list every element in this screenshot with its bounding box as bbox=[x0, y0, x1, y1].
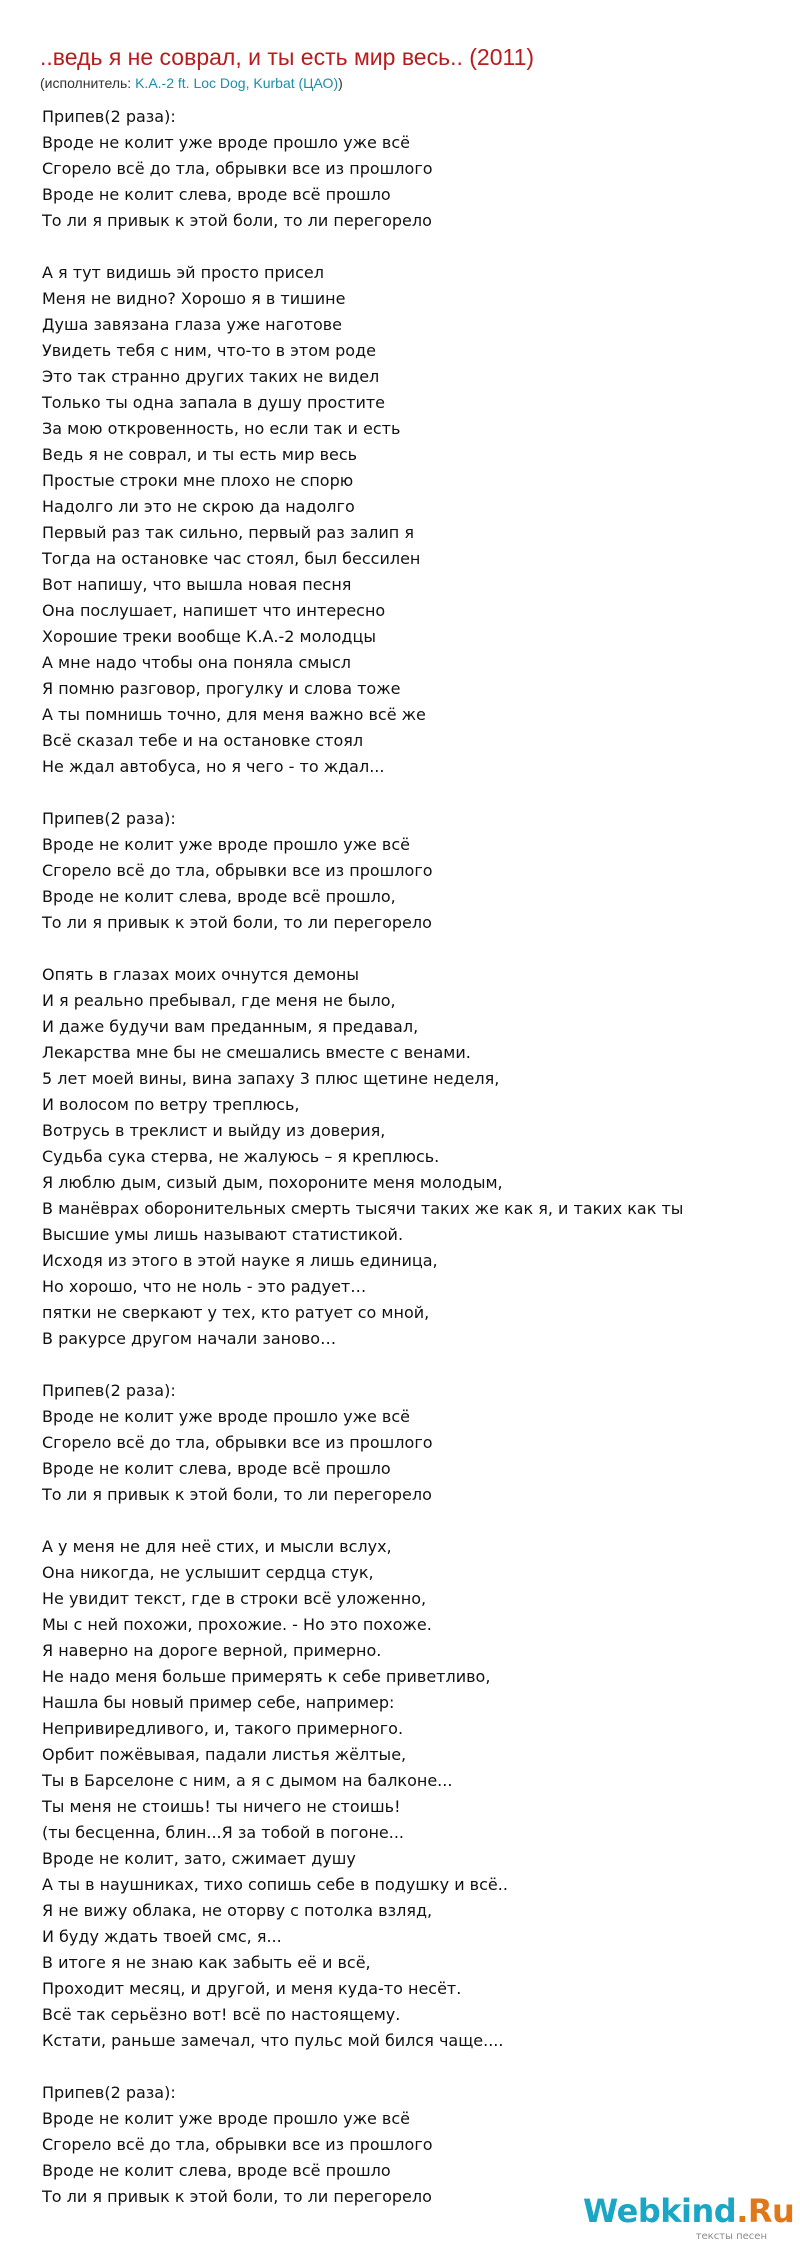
artist-prefix: (исполнитель: bbox=[40, 75, 136, 91]
lyrics-body bbox=[42, 104, 787, 2236]
lyric-line: Вроде не колит уже вроде прошло уже всё bbox=[42, 1407, 410, 1426]
lyrics-stanza bbox=[42, 104, 787, 234]
lyric-line: Сгорело всё до тла, обрывки все из прошлого bbox=[42, 1433, 433, 1452]
logo-tagline: тексты песен bbox=[695, 2231, 767, 2242]
lyrics-stanza bbox=[42, 2080, 787, 2210]
lyric-line: Ты меня не стоишь! ты ничего не стоишь! bbox=[42, 1797, 401, 1816]
lyric-line: Увидеть тебя с ним, что-то в этом роде bbox=[42, 341, 376, 360]
lyric-line: В ракурсе другом начали заново… bbox=[42, 1329, 337, 1348]
lyrics-stanza bbox=[42, 1378, 787, 1508]
lyric-line: То ли я привык к этой боли, то ли перегорело bbox=[42, 1485, 432, 1504]
lyric-line: А у меня не для неё стих, и мысли вслух, bbox=[42, 1537, 392, 1556]
lyric-line: Не увидит текст, где в строки всё уложенно, bbox=[42, 1589, 427, 1608]
lyric-line: Припев(2 раза): bbox=[42, 107, 176, 126]
lyric-line: Надолго ли это не скрою да надолго bbox=[42, 497, 355, 516]
webkind-logo[interactable] bbox=[583, 2192, 795, 2248]
lyric-line: То ли я привык к этой боли, то ли перегорело bbox=[42, 211, 432, 230]
lyric-line: А я тут видишь эй просто присел bbox=[42, 263, 324, 282]
lyric-line: Проходит месяц, и другой, и меня куда-то несёт. bbox=[42, 1979, 462, 1998]
lyric-line: В итоге я не знаю как забыть её и всё, bbox=[42, 1953, 371, 1972]
lyric-line: Она послушает, напишет что интересно bbox=[42, 601, 386, 620]
lyric-line: Сгорело всё до тла, обрывки все из прошлого bbox=[42, 861, 433, 880]
lyric-line: Орбит пожёвывая, падали листья жёлтые, bbox=[42, 1745, 407, 1764]
lyric-line: Вроде не колит, зато, сжимает душу bbox=[42, 1849, 356, 1868]
lyric-line: И я реально пребывал, где меня не было, bbox=[42, 991, 396, 1010]
lyric-line: Я наверно на дороге верной, примерно. bbox=[42, 1641, 382, 1660]
lyric-line: Тогда на остановке час стоял, был бессилен bbox=[42, 549, 421, 568]
lyric-line: Вроде не колит слева, вроде всё прошло bbox=[42, 2161, 391, 2180]
lyric-line: И волосом по ветру треплюсь, bbox=[42, 1095, 300, 1114]
lyric-line: Припев(2 раза): bbox=[42, 809, 176, 828]
lyric-line: Кстати, раньше замечал, что пульс мой бился чаще.... bbox=[42, 2031, 504, 2050]
lyric-line: Мы с ней похожи, прохожие. - Но это похоже. bbox=[42, 1615, 432, 1634]
lyric-line: Сгорело всё до тла, обрывки все из прошлого bbox=[42, 2135, 433, 2154]
lyric-line: Непривиредливого, и, такого примерного. bbox=[42, 1719, 404, 1738]
lyric-line: Я помню разговор, прогулку и слова тоже bbox=[42, 679, 401, 698]
lyric-line: В манёврах оборонительных смерть тысячи таких же как я, и таких как ты bbox=[42, 1199, 684, 1218]
lyric-line: И буду ждать твоей смс, я... bbox=[42, 1927, 282, 1946]
lyric-line: А ты в наушниках, тихо сопишь себе в подушку и всё.. bbox=[42, 1875, 508, 1894]
lyric-line: Не ждал автобуса, но я чего - то ждал... bbox=[42, 757, 385, 776]
lyric-line: Судьба сука стерва, не жалуюсь – я креплюсь. bbox=[42, 1147, 440, 1166]
lyric-line: Всё так серьёзно вот! всё по настоящему. bbox=[42, 2005, 401, 2024]
lyric-line: Душа завязана глаза уже наготове bbox=[42, 315, 343, 334]
lyric-line: Меня не видно? Хорошо я в тишине bbox=[42, 289, 346, 308]
lyric-line: А ты помнишь точно, для меня важно всё же bbox=[42, 705, 426, 724]
lyric-line: Ты в Барселоне с ним, а я с дымом на балконе... bbox=[42, 1771, 453, 1790]
lyric-line: Вроде не колит уже вроде прошло уже всё bbox=[42, 2109, 410, 2128]
lyric-line: Вроде не колит слева, вроде всё прошло, bbox=[42, 887, 396, 906]
lyric-line: Вроде не колит уже вроде прошло уже всё bbox=[42, 133, 410, 152]
lyric-line: Вроде не колит уже вроде прошло уже всё bbox=[42, 835, 410, 854]
lyric-line: 5 лет моей вины, вина запаху 3 плюс щетине неделя, bbox=[42, 1069, 500, 1088]
logo-wordmark bbox=[583, 2192, 794, 2230]
artist-suffix: ) bbox=[338, 75, 343, 91]
lyric-line: Исходя из этого в этой науке я лишь единица, bbox=[42, 1251, 438, 1270]
lyric-line: А мне надо чтобы она поняла смысл bbox=[42, 653, 351, 672]
lyric-line: Я люблю дым, сизый дым, похороните меня молодым, bbox=[42, 1173, 503, 1192]
lyrics-stanza bbox=[42, 806, 787, 936]
lyric-line: Нашла бы новый пример себе, например: bbox=[42, 1693, 395, 1712]
lyric-line: Ведь я не соврал, и ты есть мир весь bbox=[42, 445, 358, 464]
lyric-line: Всё сказал тебе и на остановке стоял bbox=[42, 731, 364, 750]
lyrics-stanza bbox=[42, 260, 787, 780]
lyric-line: То ли я привык к этой боли, то ли перегорело bbox=[42, 913, 432, 932]
lyric-line: Высшие умы лишь называют статистикой. bbox=[42, 1225, 404, 1244]
lyric-line: Первый раз так сильно, первый раз залип я bbox=[42, 523, 414, 542]
logo-brand: Webkind bbox=[583, 2192, 737, 2230]
artist-line bbox=[40, 75, 343, 91]
lyric-line: Припев(2 раза): bbox=[42, 2083, 176, 2102]
lyric-line: Не надо меня больше примерять к себе приветливо, bbox=[42, 1667, 491, 1686]
lyric-line: То ли я привык к этой боли, то ли перегорело bbox=[42, 2187, 432, 2206]
lyric-line: Вот напишу, что вышла новая песня bbox=[42, 575, 352, 594]
lyric-line: Сгорело всё до тла, обрывки все из прошлого bbox=[42, 159, 433, 178]
lyric-line: Опять в глазах моих очнутся демоны bbox=[42, 965, 360, 984]
logo-tld: .Ru bbox=[736, 2192, 795, 2230]
song-title: ..ведь я не соврал, и ты есть мир весь.. (2011) bbox=[40, 44, 535, 70]
lyrics-stanza bbox=[42, 962, 787, 1352]
lyric-line: Она никогда, не услышит сердца стук, bbox=[42, 1563, 374, 1582]
lyric-line: пятки не сверкают у тех, кто ратует со мной, bbox=[42, 1303, 430, 1322]
lyric-line: Я не вижу облака, не оторву с потолка взляд, bbox=[42, 1901, 433, 1920]
lyric-line: Только ты одна запала в душу простите bbox=[42, 393, 386, 412]
lyric-line: За мою откровенность, но если так и есть bbox=[42, 419, 401, 438]
lyric-line: Но хорошо, что не ноль - это радует… bbox=[42, 1277, 367, 1296]
lyric-line: Лекарства мне бы не смешались вместе с венами. bbox=[42, 1043, 471, 1062]
lyric-line: Хорошие треки вообще К.А.-2 молодцы bbox=[42, 627, 376, 646]
lyric-line: Это так странно других таких не видел bbox=[42, 367, 380, 386]
artist-link[interactable]: K.A.-2 ft. Loc Dog, Kurbat (ЦАО) bbox=[135, 75, 339, 91]
lyric-line: Простые строки мне плохо не спорю bbox=[42, 471, 354, 490]
lyric-line: (ты бесценна, блин...Я за тобой в погоне... bbox=[42, 1823, 405, 1842]
lyric-line: Припев(2 раза): bbox=[42, 1381, 176, 1400]
lyric-line: И даже будучи вам преданным, я предавал, bbox=[42, 1017, 419, 1036]
lyric-line: Вроде не колит слева, вроде всё прошло bbox=[42, 185, 391, 204]
lyrics-stanza bbox=[42, 1534, 787, 2054]
lyric-line: Вотрусь в треклист и выйду из доверия, bbox=[42, 1121, 386, 1140]
lyric-line: Вроде не колит слева, вроде всё прошло bbox=[42, 1459, 391, 1478]
